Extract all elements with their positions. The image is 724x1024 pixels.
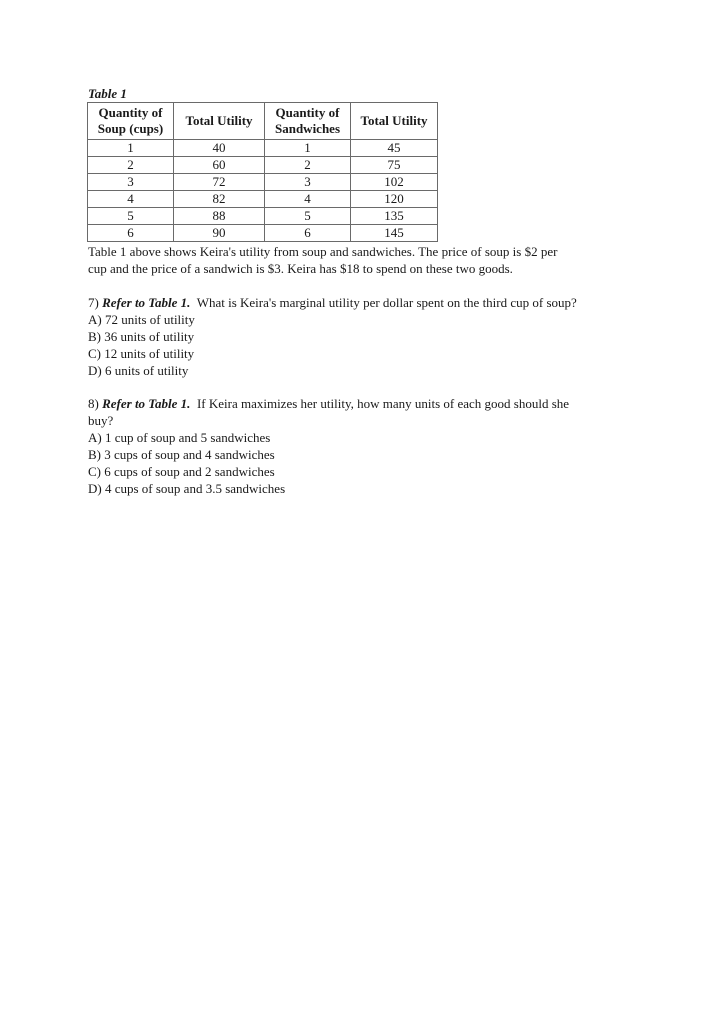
- sandwich-qty-cell: 4: [265, 191, 351, 208]
- sandwich-utility-cell: 145: [351, 225, 438, 242]
- table-row: [88, 225, 438, 242]
- question-7-stem: [88, 294, 648, 311]
- soup-qty-cell: 3: [88, 174, 174, 191]
- soup-utility-cell: 72: [174, 174, 265, 191]
- soup-utility-cell: 60: [174, 157, 265, 174]
- intro-line: cup and the price of a sandwich is $3. Keira has $18 to spend on these two goods.: [88, 261, 513, 276]
- question-text: What is Keira's marginal utility per dollar spent on the third cup of soup?: [196, 295, 577, 310]
- table-row: [88, 208, 438, 225]
- question-text: If Keira maximizes her utility, how many units of each good should she: [196, 396, 570, 411]
- table-header-row: [88, 103, 438, 140]
- header-sandwich-total-utility: Total Utility: [351, 103, 438, 140]
- sandwich-qty-cell: 1: [265, 140, 351, 157]
- header-soup-total-utility: Total Utility: [174, 103, 265, 140]
- question-number: 7): [88, 295, 99, 310]
- sandwich-utility-cell: 75: [351, 157, 438, 174]
- sandwich-qty-cell: 3: [265, 174, 351, 191]
- question-8-stem: [88, 395, 648, 412]
- answer-option: A) 72 units of utility: [88, 312, 195, 327]
- question-8: [88, 395, 648, 497]
- soup-utility-cell: 82: [174, 191, 265, 208]
- answer-option: C) 12 units of utility: [88, 346, 195, 361]
- answer-option: B) 36 units of utility: [88, 329, 195, 344]
- question-7: [88, 294, 648, 379]
- sandwich-utility-cell: 120: [351, 191, 438, 208]
- question-number: 8): [88, 396, 99, 411]
- intro-paragraph: [88, 243, 648, 277]
- sandwich-utility-cell: 45: [351, 140, 438, 157]
- answer-option: A) 1 cup of soup and 5 sandwiches: [88, 430, 271, 445]
- sandwich-qty-cell: 5: [265, 208, 351, 225]
- sandwich-qty-cell: 2: [265, 157, 351, 174]
- question-text-continued: buy?: [88, 413, 114, 428]
- sandwich-utility-cell: 102: [351, 174, 438, 191]
- answer-option: B) 3 cups of soup and 4 sandwiches: [88, 447, 275, 462]
- table-caption: Table 1: [88, 86, 127, 101]
- sandwich-utility-cell: 135: [351, 208, 438, 225]
- utility-table: [87, 102, 438, 242]
- soup-utility-cell: 90: [174, 225, 265, 242]
- soup-qty-cell: 5: [88, 208, 174, 225]
- table-row: [88, 191, 438, 208]
- soup-qty-cell: 4: [88, 191, 174, 208]
- soup-utility-cell: 40: [174, 140, 265, 157]
- table-reference: Refer to Table 1.: [102, 396, 191, 411]
- header-soup-quantity: Quantity of Soup (cups): [88, 103, 174, 140]
- table-row: [88, 140, 438, 157]
- soup-qty-cell: 6: [88, 225, 174, 242]
- soup-qty-cell: 1: [88, 140, 174, 157]
- table-reference: Refer to Table 1.: [102, 295, 191, 310]
- table-row: [88, 157, 438, 174]
- intro-line: Table 1 above shows Keira's utility from soup and sandwiches. The price of soup is $2 per: [88, 244, 558, 259]
- soup-utility-cell: 88: [174, 208, 265, 225]
- answer-option: D) 4 cups of soup and 3.5 sandwiches: [88, 481, 286, 496]
- answer-option: D) 6 units of utility: [88, 363, 189, 378]
- answer-option: C) 6 cups of soup and 2 sandwiches: [88, 464, 275, 479]
- soup-qty-cell: 2: [88, 157, 174, 174]
- table-row: [88, 174, 438, 191]
- sandwich-qty-cell: 6: [265, 225, 351, 242]
- header-sandwich-quantity: Quantity of Sandwiches: [265, 103, 351, 140]
